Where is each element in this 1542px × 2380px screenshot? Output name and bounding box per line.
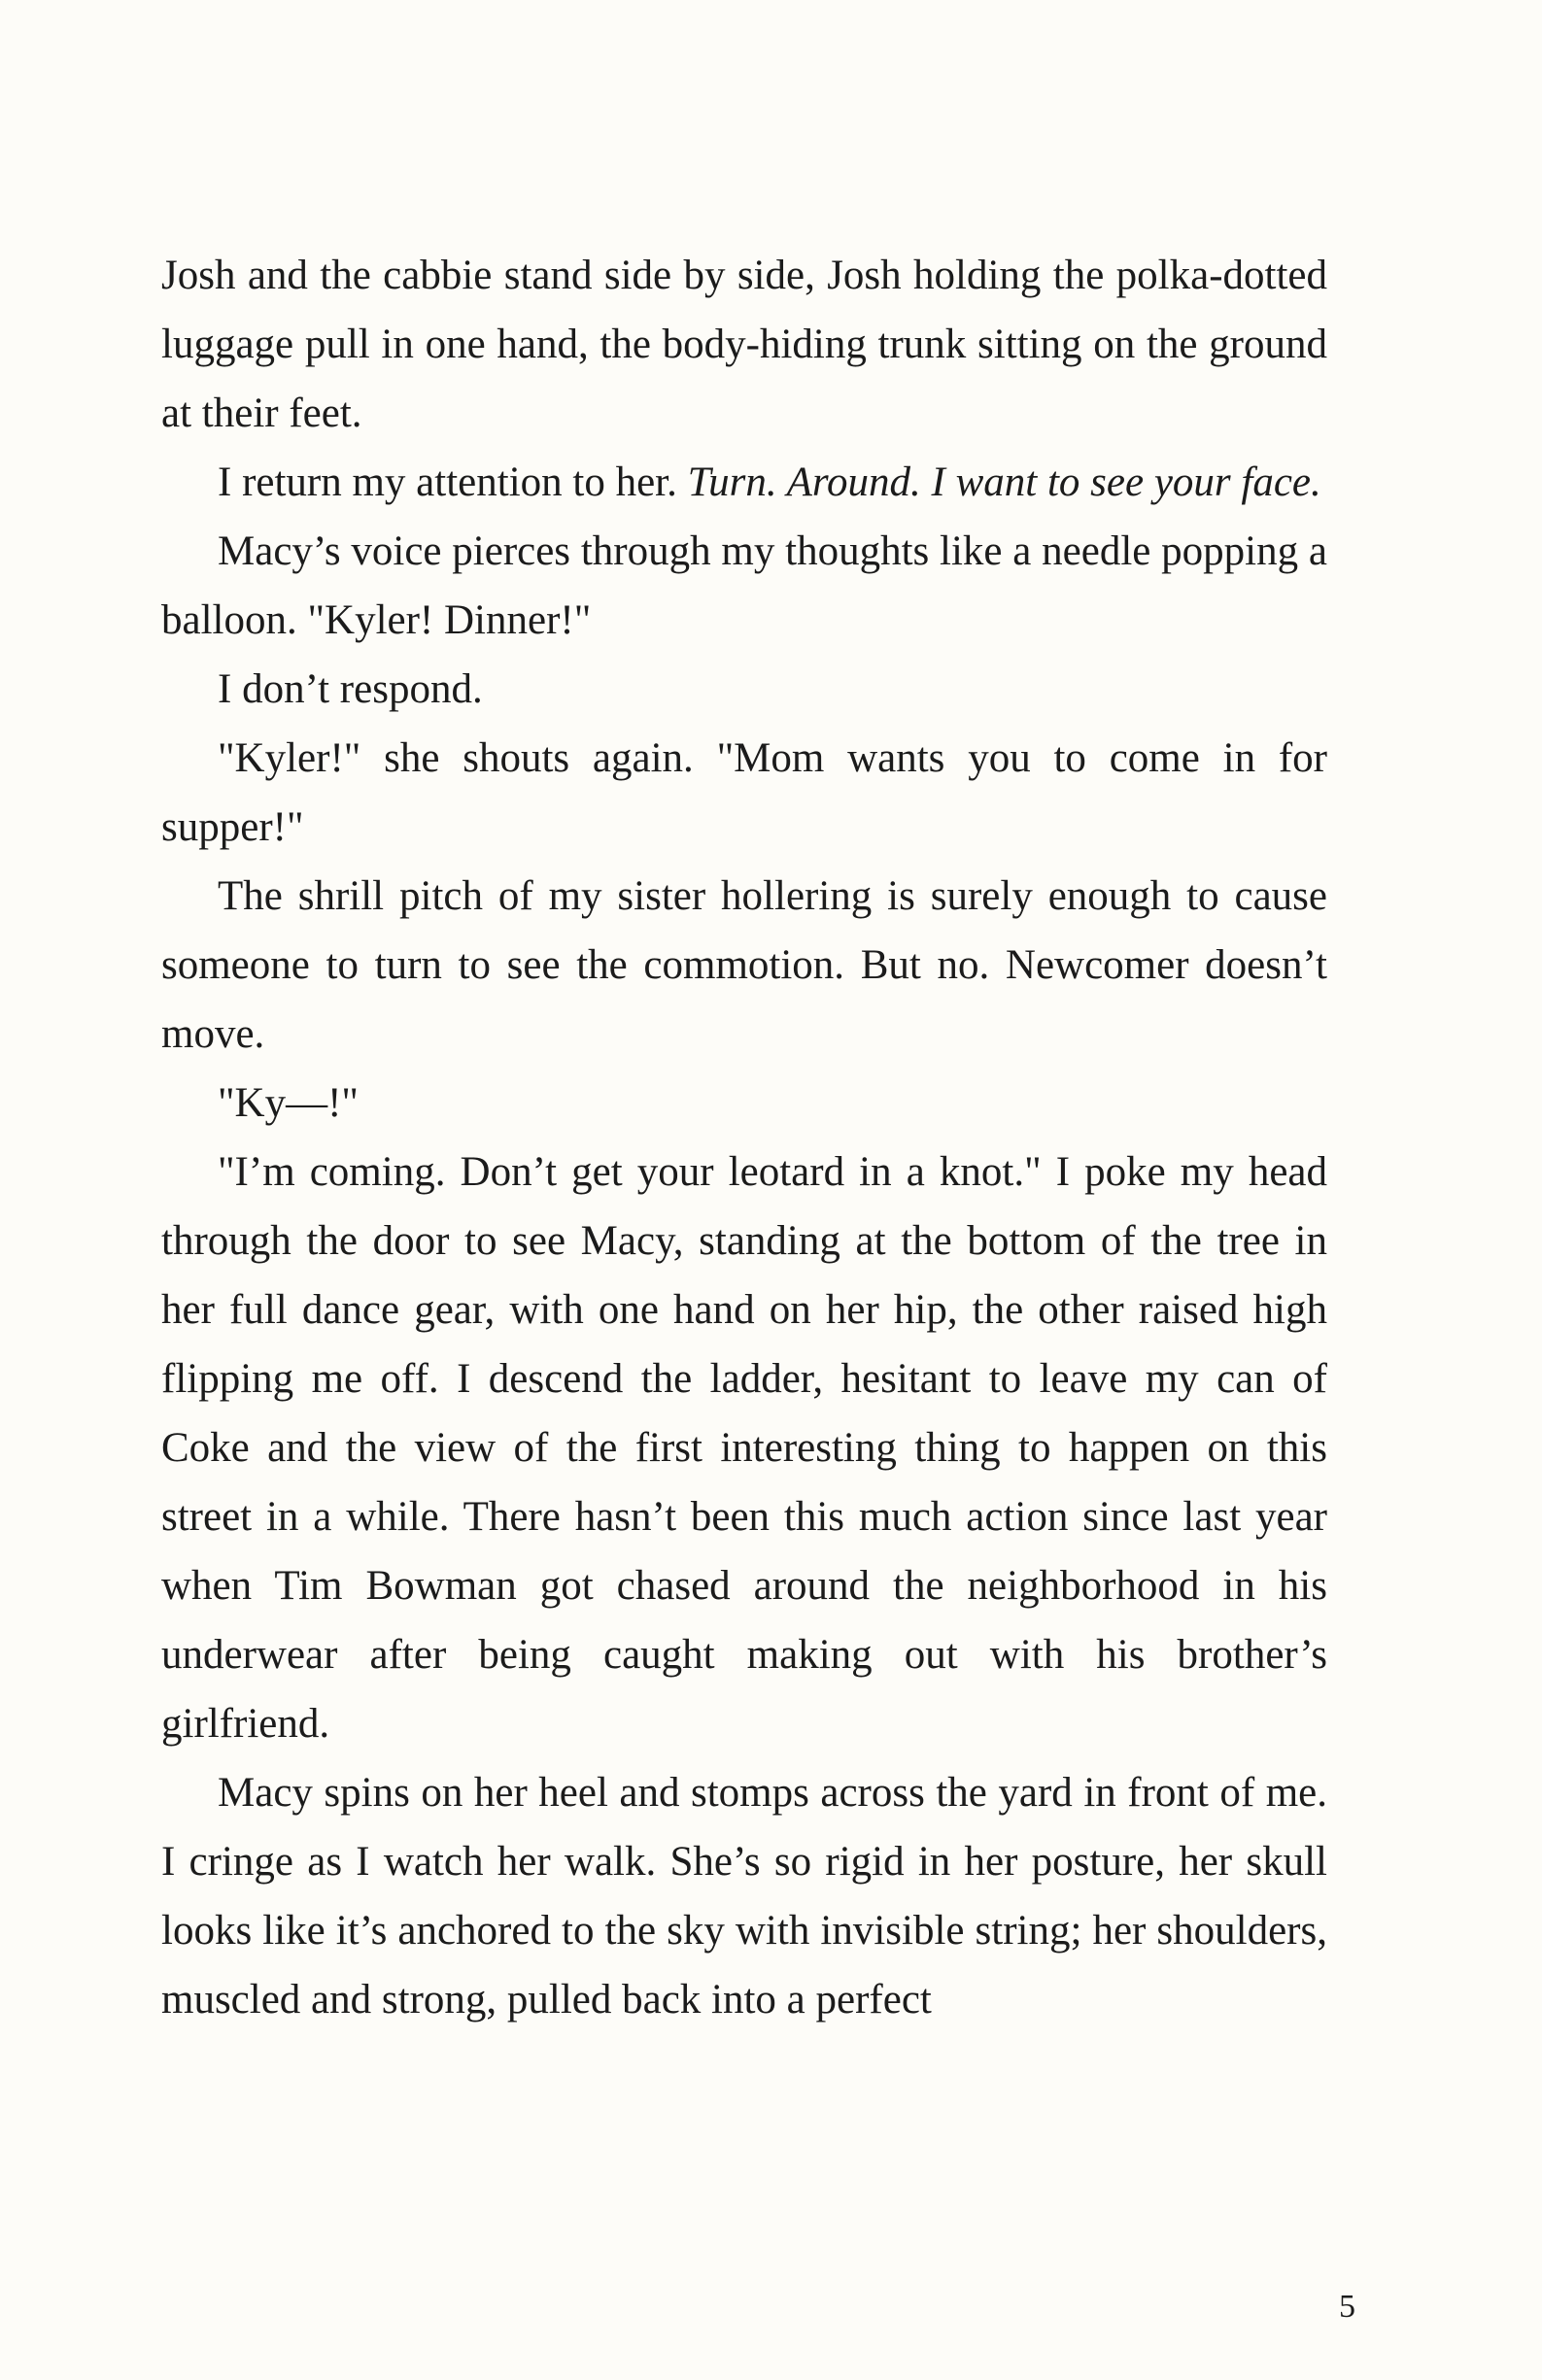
paragraph-3-text: Macy’s voice pierces through my thoughts like a needle popping a balloon. "Kyler! Dinner!" bbox=[161, 528, 1327, 643]
paragraph-9-text: Macy spins on her heel and stomps across the yard in front of me. I cringe as I watch her walk. She’s so rigid in her posture, her skull looks like it’s anchored to the sky with invisible string; her shoulders, muscled and strong, pulled back into a perfect bbox=[161, 1770, 1327, 2023]
paragraph-1 bbox=[161, 241, 1327, 448]
paragraph-9 bbox=[161, 1758, 1327, 2034]
body-text bbox=[161, 241, 1327, 2034]
paragraph-5 bbox=[161, 724, 1327, 862]
paragraph-4-text: I don’t respond. bbox=[218, 666, 483, 712]
paragraph-7-text: "Ky—!" bbox=[218, 1080, 359, 1126]
paragraph-6-text: The shrill pitch of my sister hollering is surely enough to cause someone to turn to see the commotion. But no. Newcomer doesn’t move. bbox=[161, 873, 1327, 1057]
paragraph-2-italic-thought: Turn. Around. I want to see your face. bbox=[687, 459, 1321, 505]
paragraph-7 bbox=[161, 1069, 1327, 1138]
paragraph-3 bbox=[161, 517, 1327, 655]
paragraph-8-text: "I’m coming. Don’t get your leotard in a knot." I poke my head through the door to see Macy, standing at the bottom of the tree in her full dance gear, with one hand on her hip, the other raised high flipping me off. I descend the ladder, hesitant to leave my can of Coke and the view of the first interesting thing to happen on this street in a while. There hasn’t been this much action since last year when Tim Bowman got chased around the neighborhood in his underwear after being caught making out with his brother’s girlfriend. bbox=[161, 1149, 1327, 1747]
paragraph-2-text: I return my attention to her. bbox=[218, 459, 688, 505]
paragraph-1-text: Josh and the cabbie stand side by side, Josh holding the polka-dotted luggage pull in one hand, the body-hiding trunk sitting on the ground at their feet. bbox=[161, 253, 1327, 436]
paragraph-6 bbox=[161, 862, 1327, 1069]
paragraph-2 bbox=[161, 448, 1327, 517]
page-number: 5 bbox=[1339, 2289, 1355, 2325]
paragraph-4 bbox=[161, 655, 1327, 724]
paragraph-8 bbox=[161, 1138, 1327, 1758]
paragraph-5-text: "Kyler!" she shouts again. "Mom wants you to come in for supper!" bbox=[161, 735, 1327, 850]
